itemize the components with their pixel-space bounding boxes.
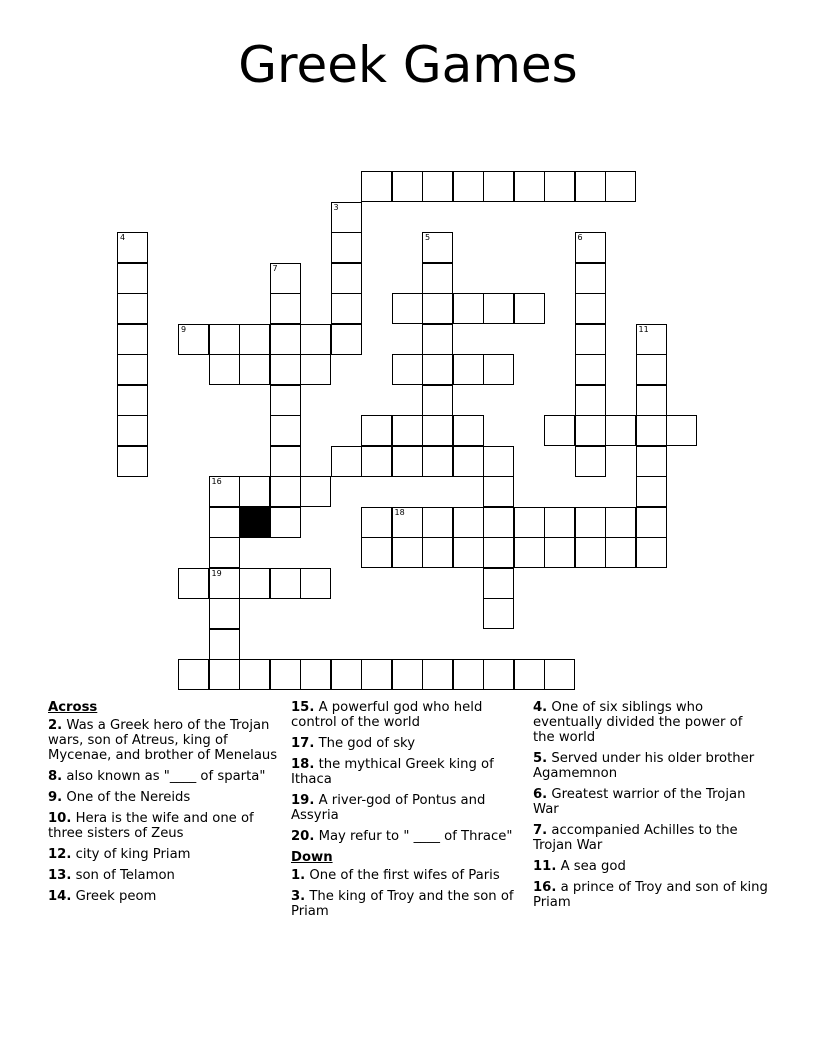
across-clue-8: 8. also known as "____ of sparta" [48, 769, 266, 784]
across-clue-9: 9. One of the Nereids [48, 790, 191, 805]
grid-cell[interactable] [209, 629, 240, 660]
clue-number: 7 [272, 263, 278, 273]
grid-cell[interactable] [544, 171, 575, 202]
across-clue-18: 18. the mythical Greek king of Ithaca [291, 757, 494, 787]
grid-cell[interactable] [544, 659, 575, 690]
grid-cell[interactable] [361, 446, 392, 477]
grid-cell[interactable] [636, 537, 667, 568]
grid-cell[interactable] [331, 659, 362, 690]
grid-cell[interactable] [453, 415, 484, 446]
clue-number-label: 18. [291, 757, 315, 772]
grid-cell[interactable] [331, 446, 362, 477]
grid-cell[interactable] [422, 659, 453, 690]
clue-number: 19 [211, 568, 222, 578]
grid-cell[interactable] [392, 659, 423, 690]
grid-cell[interactable] [178, 568, 209, 599]
grid-cell[interactable] [544, 507, 575, 538]
grid-cell[interactable] [514, 171, 545, 202]
grid-cell[interactable] [117, 232, 148, 263]
grid-cell[interactable] [636, 415, 667, 446]
clue-number-label: 1. [291, 868, 306, 883]
clue-number-label: 16. [533, 880, 557, 895]
grid-cell[interactable] [117, 385, 148, 416]
grid-cell[interactable] [239, 476, 270, 507]
grid-cell[interactable] [117, 354, 148, 385]
grid-cell[interactable] [331, 324, 362, 355]
grid-cell[interactable] [453, 659, 484, 690]
clue-number-label: 17. [291, 736, 315, 751]
across-clue-2: 2. Was a Greek hero of the Trojan wars, son of Atreus, king of Mycenae, and brother of Menelaus [48, 718, 278, 763]
clue-number-label: 12. [48, 847, 72, 862]
grid-cell[interactable] [575, 324, 606, 355]
grid-cell[interactable] [300, 568, 331, 599]
across-clue-list-continued [291, 700, 523, 844]
grid-cell[interactable] [117, 415, 148, 446]
grid-cell[interactable] [117, 263, 148, 294]
clue-number-label: 14. [48, 889, 72, 904]
down-clue-list [291, 868, 523, 919]
grid-cell[interactable] [209, 598, 240, 629]
grid-cell[interactable] [453, 537, 484, 568]
grid-cell[interactable] [331, 202, 362, 233]
grid-cell[interactable] [422, 507, 453, 538]
grid-cell[interactable] [361, 507, 392, 538]
grid-cell[interactable] [544, 537, 575, 568]
grid-cell[interactable] [666, 415, 697, 446]
grid-cell[interactable] [209, 568, 240, 599]
grid-cell[interactable] [270, 263, 301, 294]
grid-cell[interactable] [575, 293, 606, 324]
grid-cell[interactable] [483, 476, 514, 507]
grid-cell[interactable] [483, 598, 514, 629]
clue-number-label: 19. [291, 793, 315, 808]
grid-cell[interactable] [514, 537, 545, 568]
grid-cell[interactable] [392, 507, 423, 538]
grid-cell[interactable] [300, 476, 331, 507]
grid-cell[interactable] [514, 507, 545, 538]
grid-cell[interactable] [575, 446, 606, 477]
grid-cell[interactable] [422, 293, 453, 324]
grid-cell[interactable] [239, 568, 270, 599]
grid-cell[interactable] [422, 263, 453, 294]
grid-cell[interactable] [422, 537, 453, 568]
grid-cell[interactable] [422, 324, 453, 355]
across-clue-list [48, 718, 288, 904]
grid-cell[interactable] [117, 293, 148, 324]
grid-cell[interactable] [209, 354, 240, 385]
grid-cell[interactable] [453, 293, 484, 324]
across-clue-17: 17. The god of sky [291, 736, 416, 751]
grid-cell[interactable] [270, 354, 301, 385]
clue-number: 5 [425, 233, 431, 242]
grid-cell[interactable] [575, 507, 606, 538]
grid-cell[interactable] [239, 659, 270, 690]
grid-cell[interactable] [361, 415, 392, 446]
blocked-cell [239, 507, 270, 538]
grid-cell[interactable] [392, 415, 423, 446]
grid-cell[interactable] [605, 537, 636, 568]
grid-cell[interactable] [178, 324, 209, 355]
grid-cell[interactable] [270, 385, 301, 416]
grid-cell[interactable] [575, 354, 606, 385]
down-clue-6: 6. Greatest warrior of the Trojan War [533, 787, 746, 817]
grid-cell[interactable] [331, 293, 362, 324]
grid-cell[interactable] [636, 446, 667, 477]
clue-number-label: 8. [48, 769, 63, 784]
grid-cell[interactable] [575, 232, 606, 263]
grid-cell[interactable] [636, 354, 667, 385]
grid-cell[interactable] [392, 171, 423, 202]
grid-cell[interactable] [270, 324, 301, 355]
clue-number-label: 7. [533, 823, 548, 838]
grid-cell[interactable] [483, 568, 514, 599]
grid-cell[interactable] [483, 293, 514, 324]
grid-cell[interactable] [270, 446, 301, 477]
across-clue-13: 13. son of Telamon [48, 868, 175, 883]
grid-cell[interactable] [270, 476, 301, 507]
grid-cell[interactable] [270, 568, 301, 599]
clue-number-label: 15. [291, 700, 315, 715]
grid-cell[interactable] [514, 659, 545, 690]
grid-cell[interactable] [209, 659, 240, 690]
grid-cell[interactable] [361, 537, 392, 568]
clue-number-label: 9. [48, 790, 63, 805]
grid-cell[interactable] [270, 415, 301, 446]
grid-cell[interactable] [483, 354, 514, 385]
grid-cell[interactable] [453, 354, 484, 385]
clues-column-3 [533, 700, 768, 916]
grid-cell[interactable] [483, 171, 514, 202]
grid-cell[interactable] [575, 385, 606, 416]
clue-number: 16 [211, 477, 222, 486]
down-clue-list-continued [533, 700, 768, 910]
grid-cell[interactable] [544, 415, 575, 446]
grid-cell[interactable] [422, 171, 453, 202]
grid-cell[interactable] [605, 415, 636, 446]
down-clue-11: 11. A sea god [533, 859, 626, 874]
grid-cell[interactable] [270, 293, 301, 324]
grid-cell[interactable] [422, 385, 453, 416]
down-heading: Down [291, 850, 333, 865]
grid-cell[interactable] [300, 354, 331, 385]
clue-number-label: 3. [291, 889, 306, 904]
grid-cell[interactable] [209, 476, 240, 507]
across-heading: Across [48, 700, 98, 715]
grid-cell[interactable] [117, 446, 148, 477]
grid-cell[interactable] [209, 324, 240, 355]
clue-number-label: 20. [291, 829, 315, 844]
grid-cell[interactable] [392, 354, 423, 385]
grid-cell[interactable] [300, 659, 331, 690]
grid-cell[interactable] [422, 354, 453, 385]
grid-cell[interactable] [605, 507, 636, 538]
clue-number: 3 [333, 202, 339, 212]
clue-number-label: 11. [533, 859, 557, 874]
across-clue-15: 15. A powerful god who held control of the world [291, 700, 483, 730]
clue-number-label: 6. [533, 787, 548, 802]
clue-number-label: 13. [48, 868, 72, 883]
grid-cell[interactable] [483, 537, 514, 568]
clues-column-2 [291, 700, 523, 925]
grid-cell[interactable] [331, 263, 362, 294]
grid-cell[interactable] [209, 537, 240, 568]
grid-cell[interactable] [636, 385, 667, 416]
clue-number: 6 [577, 233, 583, 242]
grid-cell[interactable] [300, 324, 331, 355]
across-clue-12: 12. city of king Priam [48, 847, 191, 862]
grid-cell[interactable] [514, 293, 545, 324]
across-clue-14: 14. Greek peom [48, 889, 157, 904]
grid-cell[interactable] [270, 507, 301, 538]
across-clue-10: 10. Hera is the wife and one of three sisters of Zeus [48, 811, 254, 841]
grid-cell[interactable] [453, 446, 484, 477]
grid-cell[interactable] [453, 507, 484, 538]
grid-cell[interactable] [483, 659, 514, 690]
clue-number-label: 5. [533, 751, 548, 766]
grid-cell[interactable] [575, 537, 606, 568]
clue-number: 18 [394, 507, 405, 517]
clue-number-label: 2. [48, 718, 63, 733]
grid-cell[interactable] [483, 446, 514, 477]
grid-cell[interactable] [422, 415, 453, 446]
grid-cell[interactable] [605, 171, 636, 202]
down-clue-5: 5. Served under his older brother Agamemnon [533, 751, 755, 781]
down-clue-4: 4. One of six siblings who eventually divided the power of the world [533, 700, 743, 745]
down-clue-7: 7. accompanied Achilles to the Trojan War [533, 823, 738, 853]
grid-cell[interactable] [270, 659, 301, 690]
grid-cell[interactable] [178, 659, 209, 690]
down-clue-3: 3. The king of Troy and the son of Priam [291, 889, 514, 919]
page-title: Greek Games [238, 36, 578, 94]
grid-cell[interactable] [361, 171, 392, 202]
clue-number-label: 10. [48, 811, 72, 826]
grid-cell[interactable] [422, 446, 453, 477]
grid-cell[interactable] [483, 507, 514, 538]
grid-cell[interactable] [575, 171, 606, 202]
clues-column-1 [48, 700, 288, 910]
clue-number: 11 [638, 324, 649, 334]
grid-cell[interactable] [636, 507, 667, 538]
grid-cell[interactable] [209, 507, 240, 538]
grid-cell[interactable] [239, 354, 270, 385]
grid-cell[interactable] [575, 263, 606, 294]
grid-cell[interactable] [392, 293, 423, 324]
clue-number-label: 4. [533, 700, 548, 715]
grid-cell[interactable] [361, 659, 392, 690]
clue-number: 9 [181, 324, 187, 334]
grid-cell[interactable] [636, 324, 667, 355]
grid-cell[interactable] [636, 476, 667, 507]
grid-cell[interactable] [453, 171, 484, 202]
across-clue-19: 19. A river-god of Pontus and Assyria [291, 793, 486, 823]
grid-cell[interactable] [239, 324, 270, 355]
grid-cell[interactable] [331, 232, 362, 263]
grid-cell[interactable] [117, 324, 148, 355]
down-clue-1: 1. One of the first wifes of Paris [291, 868, 500, 883]
down-clue-16: 16. a prince of Troy and son of king Priam [533, 880, 768, 910]
grid-cell[interactable] [575, 415, 606, 446]
clue-number: 4 [120, 233, 126, 242]
grid-cell[interactable] [422, 232, 453, 263]
grid-cell[interactable] [392, 446, 423, 477]
across-clue-20: 20. May refur to " ____ of Thrace" [291, 829, 513, 844]
grid-cell[interactable] [392, 537, 423, 568]
